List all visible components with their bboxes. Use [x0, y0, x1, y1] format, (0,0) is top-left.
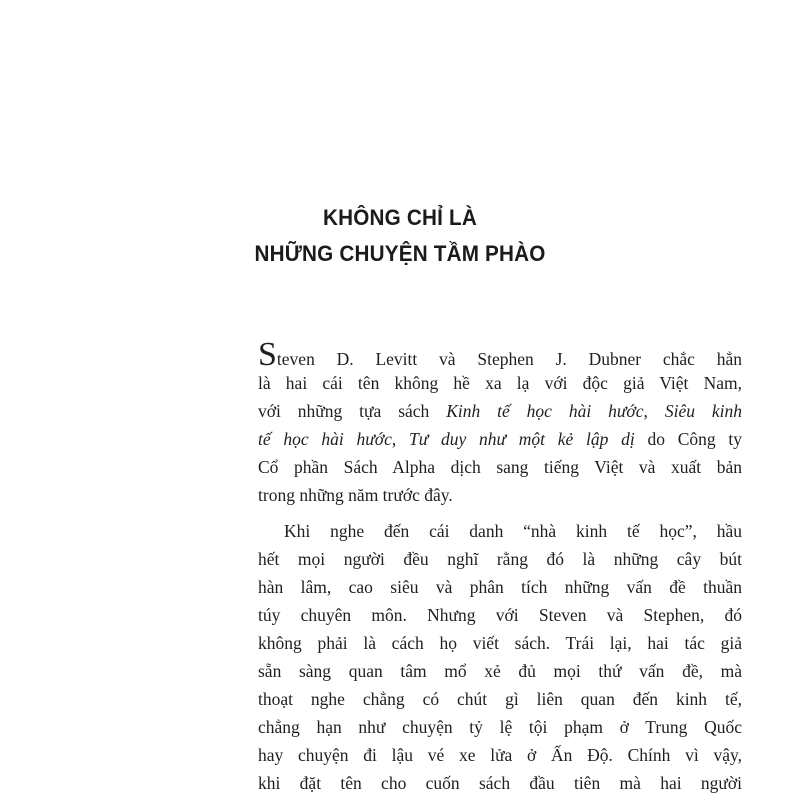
- chapter-title-line-2: NHỮNG CHUYỆN TẦM PHÀO: [254, 241, 546, 266]
- book-title-2-part-1: Siêu kinh: [664, 401, 743, 421]
- paragraph-1-line-1-text: teven D. Levitt và Stephen J. Dubner chắc hẳn: [276, 349, 742, 369]
- paragraph-1-line-3: [258, 397, 742, 425]
- paragraph-2-line: khi đặt tên cho cuốn sách đầu tiên mà hai người: [258, 773, 742, 793]
- paragraph-1-line-2: là hai cái tên không hề xa lạ với độc giả Việt Nam,: [258, 373, 742, 393]
- paragraph-2-line: hàn lâm, cao siêu và phân tích những vấn đề thuần: [258, 577, 742, 597]
- line-4-text-a: ,: [391, 429, 409, 449]
- paragraph-2-line: hết mọi người đều nghĩ rằng đó là những cây bút: [258, 549, 742, 569]
- paragraph-2-line: không phải là cách họ viết sách. Trái lại, hai tác giả: [258, 633, 742, 653]
- book-title-2-part-2: tế học hài hước: [258, 429, 392, 449]
- paragraph-2-line: sẵn sàng quan tâm mổ xẻ đủ mọi thứ vấn đề, mà: [258, 661, 742, 681]
- line-3-text-b: ,: [643, 401, 665, 421]
- paragraph-2-line: túy chuyên môn. Nhưng với Steven và Stephen, đó: [258, 605, 742, 625]
- paragraph-2-line: chẳng hạn như chuyện tỷ lệ tội phạm ở Trung Quốc: [258, 717, 742, 737]
- line-3-text-a: với những tựa sách: [258, 401, 447, 421]
- line-4-text-b: do Công ty: [634, 429, 742, 449]
- paragraph-gap: [258, 509, 742, 517]
- paragraph-2-line: hay chuyện đi lậu vé xe lửa ở Ấn Độ. Chính vì vậy,: [258, 745, 742, 765]
- book-title-3: Tư duy như một kẻ lập dị: [408, 429, 635, 449]
- book-title-1: Kinh tế học hài hước: [446, 401, 644, 421]
- paragraph-1-line-1: [258, 336, 742, 373]
- chapter-title-line-1: KHÔNG CHỈ LÀ: [323, 205, 477, 230]
- paragraph-1-line-6: trong những năm trước đây.: [258, 485, 453, 505]
- paragraph-2-line: thoạt nghe chẳng có chút gì liên quan đến kinh tế,: [258, 689, 742, 709]
- paragraph-1-line-5: Cổ phần Sách Alpha dịch sang tiếng Việt và xuất bản: [258, 457, 742, 477]
- drop-cap: S: [258, 336, 277, 373]
- paragraph-1-line-4: [258, 425, 742, 453]
- paragraph-2-line: Khi nghe đến cái danh “nhà kinh tế học”, hầu: [284, 521, 742, 541]
- body-text: [258, 336, 743, 797]
